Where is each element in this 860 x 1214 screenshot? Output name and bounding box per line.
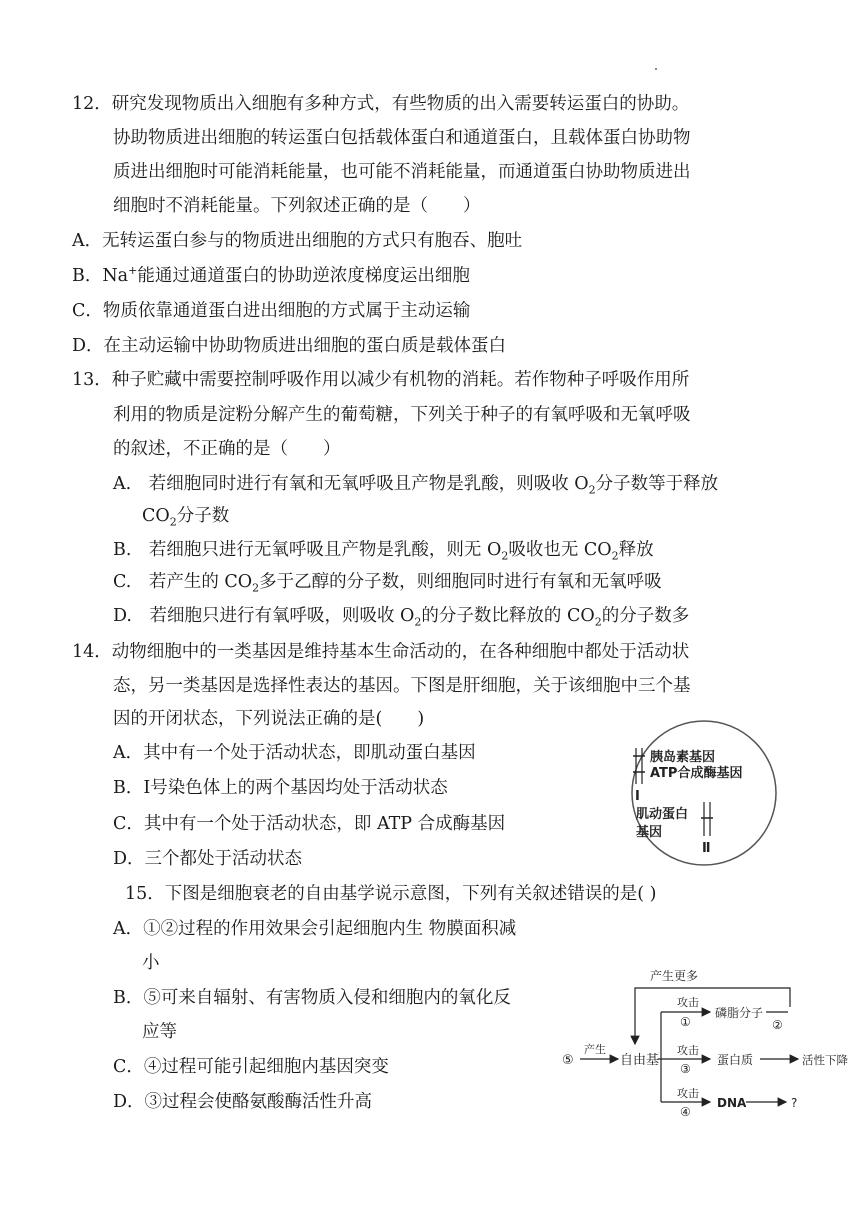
q12-stem-line-3: 质进出细胞时可能消耗能量，也可能不消耗能量，而通道蛋白协助物质进出 — [113, 162, 691, 182]
q13-stem-line-1: 13．种子贮藏中需要控制呼吸作用以减少有机物的消耗。若作物种子呼吸作用所 — [72, 370, 690, 390]
q15-option-b: B．⑤可来自辐射、有害物质入侵和细胞内的氧化反 — [113, 988, 511, 1008]
q13-option-c: C. 若产生的 $CO_2$多于乙醇的分子数，则细胞同时进行有氧和无氧呼吸 — [113, 572, 662, 595]
attack-label-3: 攻击 — [677, 1044, 699, 1057]
q12-stem-line-1: 12．研究发现物质出入细胞有多种方式，有些物质的出入需要转运蛋白的协助。 — [72, 94, 690, 114]
gene-insulin-label: 胰岛素基因 — [650, 750, 716, 765]
dna-label: DNA — [717, 1096, 747, 1110]
chromosome-2-label: Ⅱ — [702, 841, 711, 856]
q13-stem-line-2: 利用的物质是淀粉分解产生的葡萄糖，下列关于种子的有氧呼吸和无氧呼吸 — [113, 405, 691, 425]
gene-actin-label-2: 基因 — [636, 825, 663, 840]
q12-option-a: A．无转运蛋白参与的物质进出细胞的方式只有胞吞、胞吐 — [72, 231, 523, 251]
q14-stem-line-2: 态，另一类基因是选择性表达的基因。下图是肝细胞，关于该细胞中三个基 — [113, 676, 691, 696]
q14-option-d: D．三个都处于活动状态 — [113, 849, 303, 869]
q12-option-c: C．物质依靠通道蛋白进出细胞的方式属于主动运输 — [72, 301, 471, 321]
phospholipid-label: 磷脂分子 — [715, 1006, 764, 1020]
process-3-label: ③ — [680, 1062, 691, 1076]
gene-atp-synthase-label: ATP合成酶基因 — [650, 766, 743, 781]
q15-stem: 15．下图是细胞衰老的自由基学说示意图，下列有关叙述错误的是( ) — [125, 884, 657, 904]
q13-stem-line-3: 的叙述，不正确的是（ ） — [113, 439, 341, 459]
source-5-label: ⑤ — [562, 1053, 574, 1068]
q14-option-c: C．其中有一个处于活动状态，即 ATP 合成酶基因 — [113, 814, 506, 834]
produce-label: 产生 — [584, 1043, 606, 1056]
unknown-result-label: ? — [791, 1096, 798, 1110]
process-4-label: ④ — [680, 1105, 691, 1119]
liver-cell-figure — [620, 718, 790, 868]
attack-label-4: 攻击 — [677, 1087, 699, 1100]
q12-option-d: D．在主动运输中协助物质进出细胞的蛋白质是载体蛋白 — [72, 336, 507, 356]
q13-option-a-cont: $CO_2$分子数 — [142, 506, 230, 529]
protein-label: 蛋白质 — [717, 1053, 754, 1067]
q15-option-c: C．④过程可能引起细胞内基因突变 — [113, 1057, 389, 1077]
attack-label-1: 攻击 — [677, 996, 699, 1009]
chromosome-1-label: Ⅰ — [635, 789, 640, 804]
feedback-arrow — [635, 988, 790, 1044]
process-2-label: ② — [772, 1018, 783, 1032]
process-1-label: ① — [680, 1015, 691, 1029]
q14-stem-line-3: 因的开闭状态，下列说法正确的是( ) — [113, 709, 425, 729]
q15-option-b-cont: 应等 — [142, 1022, 177, 1042]
free-radical-figure — [560, 966, 858, 1126]
q12-option-b: B．Na+能通过通道蛋白的协助逆浓度梯度运出细胞 — [72, 264, 470, 286]
q13-option-d: D. 若细胞只进行有氧呼吸，则吸收 $O_2$的分子数比释放的 $CO_2$的分子数多 — [113, 606, 690, 629]
q14-stem-line-1: 14．动物细胞中的一类基因是维持基本生命活动的，在各种细胞中都处于活动状 — [72, 642, 690, 662]
q13-option-b: B. 若细胞只进行无氧呼吸且产物是乳酸，则无 $O_2$吸收也无 $CO_2$释放 — [113, 540, 654, 563]
q15-option-a-cont: 小 — [142, 953, 160, 973]
q14-option-b: B．Ⅰ号染色体上的两个基因均处于活动状态 — [113, 778, 448, 798]
q12-stem-line-2: 协助物质进出细胞的转运蛋白包括载体蛋白和通道蛋白，且载体蛋白协助物 — [113, 128, 691, 148]
q12-stem-line-4: 细胞时不消耗能量。下列叙述正确的是（ ） — [113, 196, 481, 216]
activity-down-label: 活性下降 — [802, 1053, 848, 1067]
produce-more-label: 产生更多 — [650, 969, 699, 983]
chromosome-2 — [701, 802, 713, 836]
q15-option-a: A．①②过程的作用效果会引起细胞内生 物膜面积减 — [113, 919, 517, 939]
q15-option-d: D．③过程会使酪氨酸酶活性升高 — [113, 1092, 373, 1112]
scan-dot — [655, 68, 657, 70]
free-radical-label: 自由基 — [620, 1053, 660, 1068]
gene-actin-label-1: 肌动蛋白 — [636, 807, 689, 822]
q14-option-a: A．其中有一个处于活动状态，即肌动蛋白基因 — [113, 743, 476, 763]
q13-option-a: A. 若细胞同时进行有氧和无氧呼吸且产物是乳酸，则吸收 $O_2$分子数等于释放 — [113, 474, 719, 497]
